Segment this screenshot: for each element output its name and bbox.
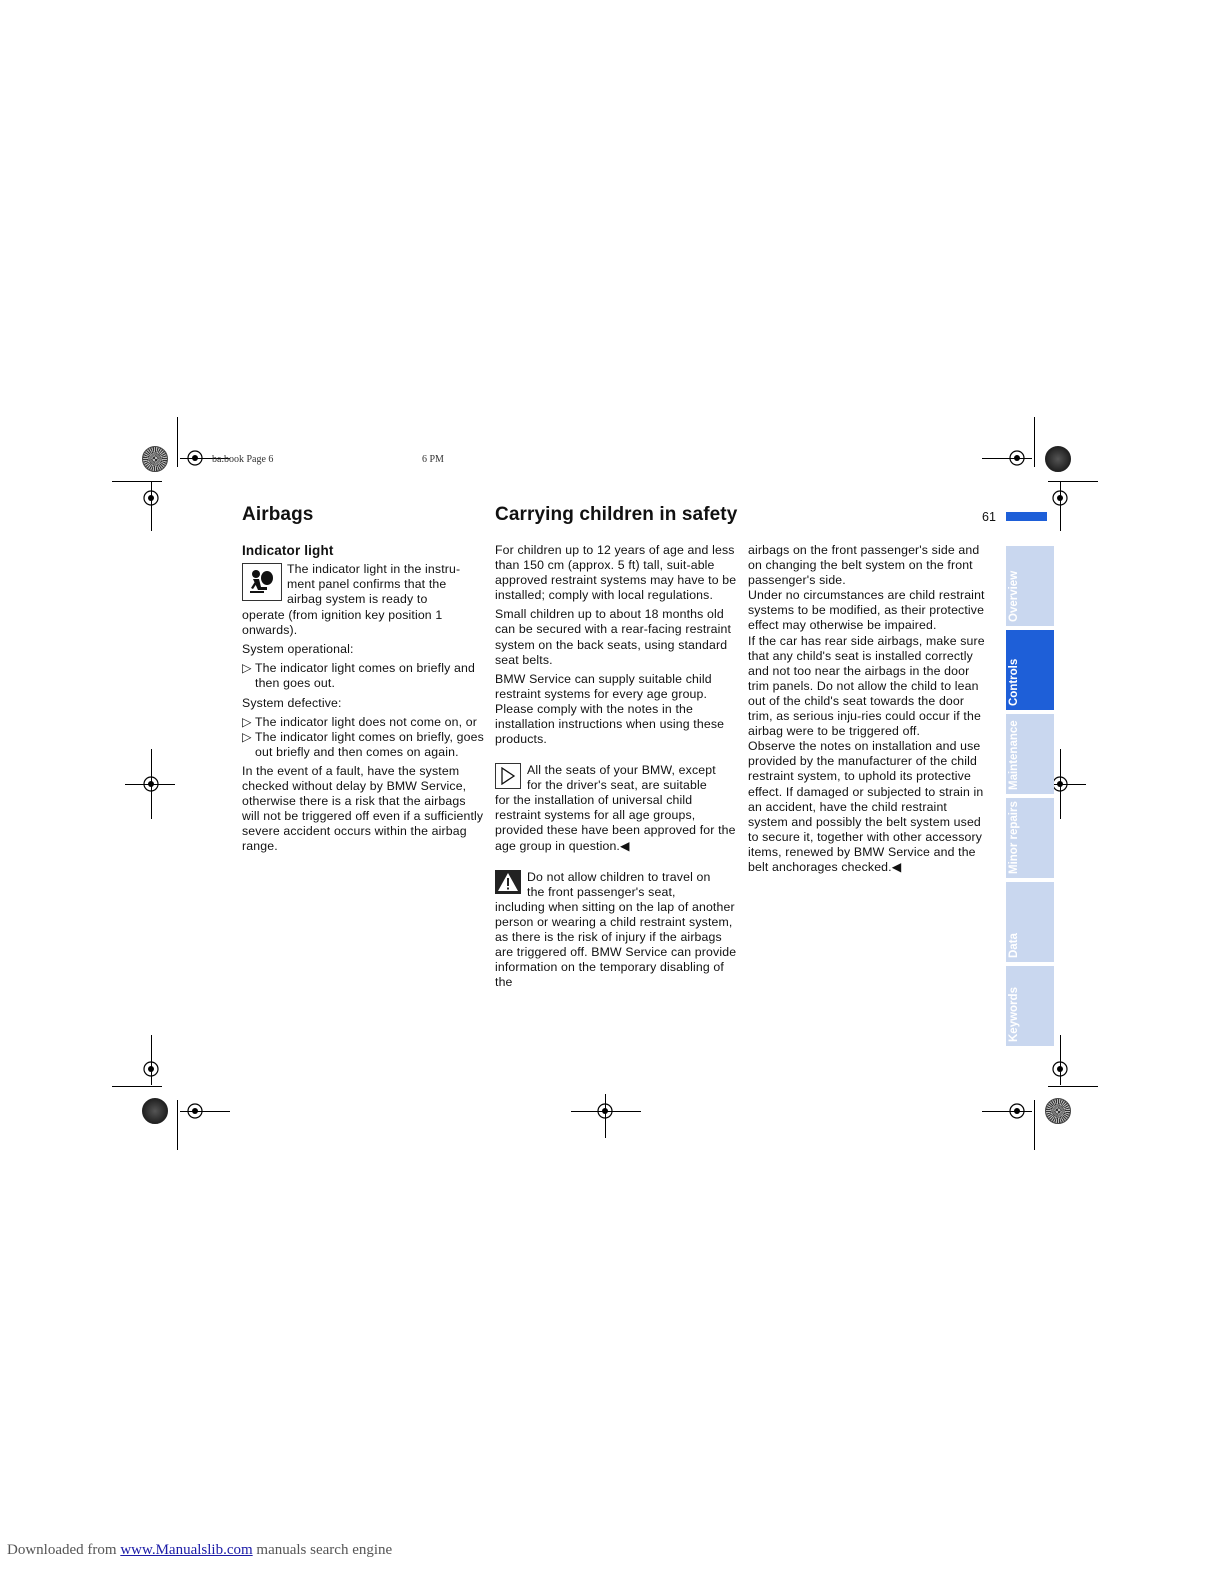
section-title-airbags: Airbags (242, 504, 314, 525)
paragraph-age-limits: For children up to 12 years of age and less than 150 cm (approx. 5 ft) tall, suit-able approved restraint systems may have to be installed; comply with local regulations. (495, 543, 737, 603)
column-children-1 (495, 543, 739, 994)
column-children-2 (748, 543, 990, 879)
paragraph-rear-side-airbags: If the car has rear side airbags, make sure that any child's seat is installed correctly and not too near the airbags in the door trim panels. Do not allow the child to lean out of the child's seat towards the door trim, as serious inju-ries could occur if the airbag were to be triggered off. (748, 633, 985, 739)
subheading-indicator-light: Indicator light (242, 543, 334, 558)
color-rosette-icon (142, 446, 168, 472)
registration-mark-icon (182, 445, 208, 471)
warning-exclamation-icon (495, 870, 521, 894)
tab-data[interactable]: Data (1006, 882, 1054, 962)
page-number: 61 (982, 510, 996, 524)
paragraph-installation-notes: Observe the notes on installation and use provided by the manufacturer of the child restraint system, to uphold its protective effect. If damaged or subjected to strain in an accident, have the child restraint system and possibly the belt system used to secure it, together with other accessory items, renewed by BMW Service and the belt anchorages checked.◀ (748, 739, 984, 874)
note-triangle-icon (495, 763, 521, 789)
warning-rest: including when sitting on the lap of another person or wearing a child restraint system, as there is the risk of injury if the airbags are triggered off. BMW Service can provide information on the temporary disabling of the (495, 899, 737, 990)
tab-minor-repairs[interactable]: Minor repairs (1006, 798, 1054, 878)
slug-right: 6 PM (422, 454, 444, 465)
color-rosette-icon (1045, 1098, 1071, 1124)
registration-mark-icon (1004, 445, 1030, 471)
paragraph-bmw-service: BMW Service can supply suitable child restraint systems for every age group. Please comply with the notes in the installation instructions when using these products. (495, 671, 725, 747)
tab-controls[interactable]: Controls (1006, 630, 1054, 710)
registration-mark-icon (1004, 1098, 1030, 1124)
indicator-intro-rest: operate (from ignition key position 1 onwards). (242, 608, 443, 638)
tab-keywords[interactable]: Keywords (1006, 966, 1054, 1046)
indicator-intro-line-1: The indicator light in the instru- (287, 562, 461, 577)
indicator-intro-line-3: airbag system is ready to (287, 592, 428, 607)
paragraph-no-modification: Under no circumstances are child restraint systems to be modified, as their protective effect may otherwise be impaired. (748, 588, 985, 633)
download-footer: Downloaded from www.Manualslib.com manuals search engine (7, 1542, 393, 1558)
registration-mark-icon (138, 1056, 164, 1082)
page-number-marker (1006, 512, 1047, 521)
bullet-triangle-icon: ▷ (242, 729, 252, 744)
slug-left: ba.book Page 6 (212, 454, 274, 465)
page-title: Carrying children in safety (495, 504, 738, 525)
note-line-2: for the driver's seat, are suitable (527, 778, 707, 793)
bullet-triangle-icon: ▷ (242, 661, 252, 676)
color-rosette-icon (1045, 446, 1071, 472)
indicator-intro-line-2: ment panel confirms that the (287, 577, 447, 592)
indicator-intro (242, 562, 484, 608)
list-item: ▷ The indicator light does not come on, or (242, 714, 477, 729)
note-rest: for the installation of universal child restraint systems for all age groups, provided these have been approved for the age group in question.◀ (495, 793, 736, 853)
note-block (495, 763, 739, 793)
list-item: ▷ The indicator light comes on briefly, goes out briefly and then comes on again. (242, 729, 484, 759)
registration-mark-icon (182, 1098, 208, 1124)
warning-line-1: Do not allow children to travel on (527, 869, 711, 884)
column-airbags (242, 543, 484, 859)
registration-mark-icon (138, 771, 164, 797)
registration-mark-icon (1047, 485, 1073, 511)
list-item: ▷ The indicator light comes on briefly and then goes out. (242, 661, 475, 691)
paragraph-small-children: Small children up to about 18 months old can be secured with a rear-facing restraint system on the back seats, using standard seat belts. (495, 607, 732, 667)
tab-overview[interactable]: Overview (1006, 546, 1054, 626)
registration-mark-icon (138, 485, 164, 511)
defective-label: System defective: (242, 695, 342, 710)
registration-mark-icon (592, 1098, 618, 1124)
paragraph-passenger-airbags: airbags on the front passenger's side and on changing the belt system on the front passenger's side. (748, 543, 980, 588)
warning-line-2: the front passenger's seat, (527, 884, 676, 899)
tab-maintenance[interactable]: Maintenance (1006, 714, 1054, 794)
registration-mark-icon (1047, 1056, 1073, 1082)
note-line-1: All the seats of your BMW, except (527, 763, 716, 778)
warning-block (495, 870, 739, 900)
operational-label: System operational: (242, 642, 354, 657)
airbag-warning-icon (242, 563, 282, 601)
fault-paragraph: In the event of a fault, have the system checked without delay by BMW Service, otherwise there is a risk that the airbags will not be triggered off even if a sufficiently severe accident occurs within the airbag range. (242, 763, 484, 854)
manualslib-link[interactable]: www.Manualslib.com (120, 1542, 253, 1558)
bullet-triangle-icon: ▷ (242, 714, 252, 729)
color-rosette-icon (142, 1098, 168, 1124)
